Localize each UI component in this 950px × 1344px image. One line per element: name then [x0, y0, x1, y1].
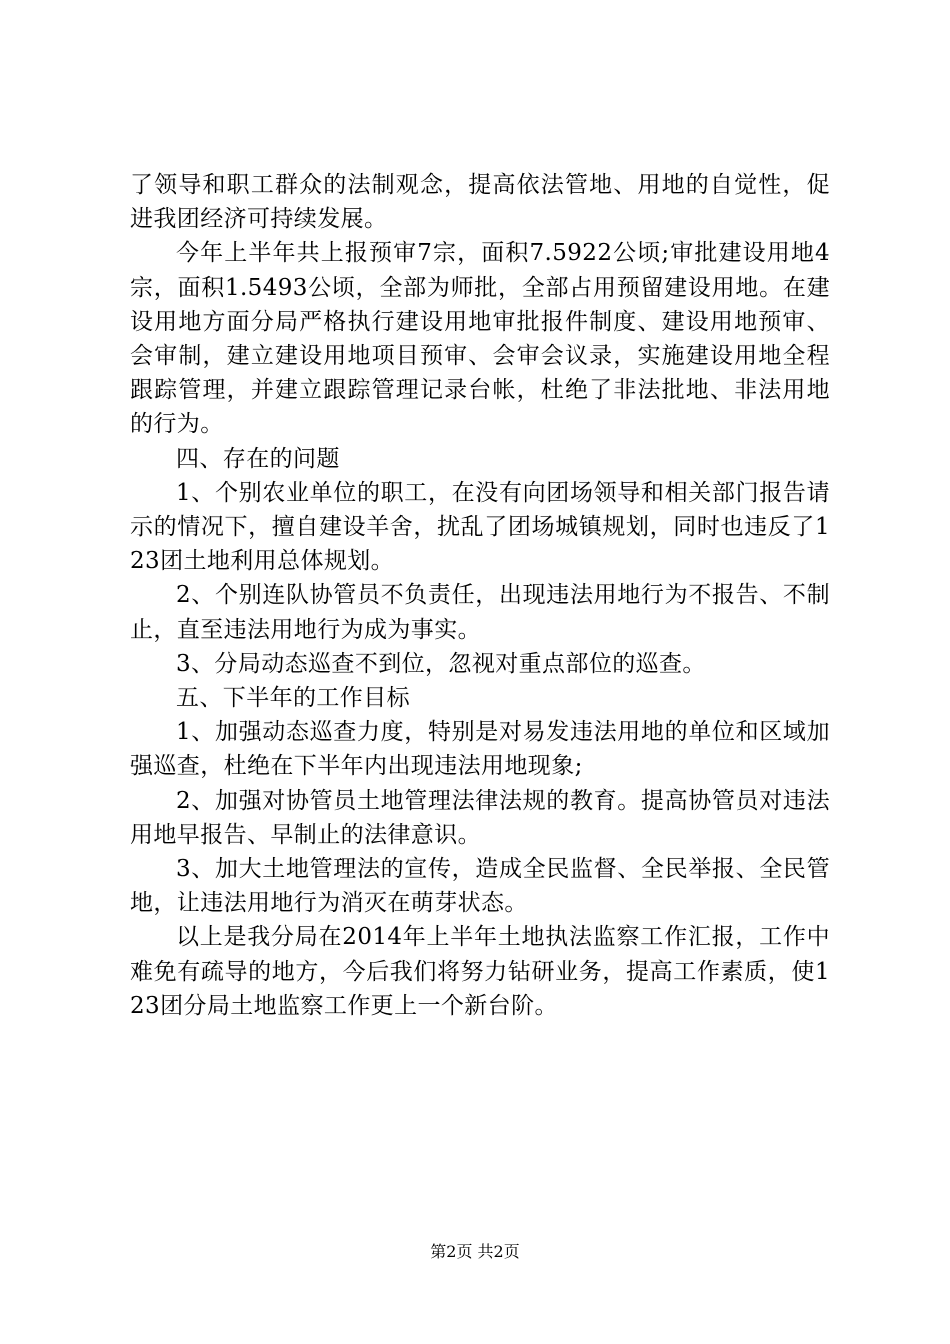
page-number-footer: 第2页 共2页	[430, 1242, 520, 1261]
goal-item-2: 2、加强对协管员土地管理法律法规的教育。提高协管员对违法用地早报告、早制止的法律意识。	[130, 787, 830, 848]
section-heading-goals: 五、下半年的工作目标	[176, 685, 410, 712]
problem-item-1: 1、个别农业单位的职工，在没有向团场领导和相关部门报告请示的情况下，擅自建设羊舍，扰乱了团场城镇规划，同时也违反了123团土地利用总体规划。	[130, 479, 830, 575]
goal-item-3: 3、加大土地管理法的宣传，造成全民监督、全民举报、全民管地，让违法用地行为消灭在萌芽状态。	[130, 856, 830, 917]
document-body	[130, 168, 830, 1023]
paragraph-land-approval: 今年上半年共上报预审7宗，面积7.5922公顷;审批建设用地4宗，面积1.5493公顷，全部为师批，全部占用预留建设用地。在建设用地方面分局严格执行建设用地审批报件制度、建设用地预审、会审制，建立建设用地项目预审、会审会议录，实施建设用地全程跟踪管理，并建立跟踪管理记录台帐，杜绝了非法批地、非法用地的行为。	[130, 240, 830, 438]
goal-item-1: 1、加强动态巡查力度，特别是对易发违法用地的单位和区域加强巡查，杜绝在下半年内出现违法用地现象;	[130, 719, 830, 780]
problem-item-2: 2、个别连队协管员不负责任，出现违法用地行为不报告、不制止，直至违法用地行为成为事实。	[130, 582, 830, 643]
paragraph-continuation: 了领导和职工群众的法制观念，提高依法管地、用地的自觉性，促进我团经济可持续发展。	[130, 172, 830, 233]
problem-item-3: 3、分局动态巡查不到位，忽视对重点部位的巡查。	[176, 650, 706, 677]
paragraph-conclusion: 以上是我分局在2014年上半年土地执法监察工作汇报，工作中难免有疏导的地方，今后我们将努力钻研业务，提高工作素质，使123团分局土地监察工作更上一个新台阶。	[130, 924, 830, 1019]
section-heading-problems: 四、存在的问题	[176, 445, 340, 472]
